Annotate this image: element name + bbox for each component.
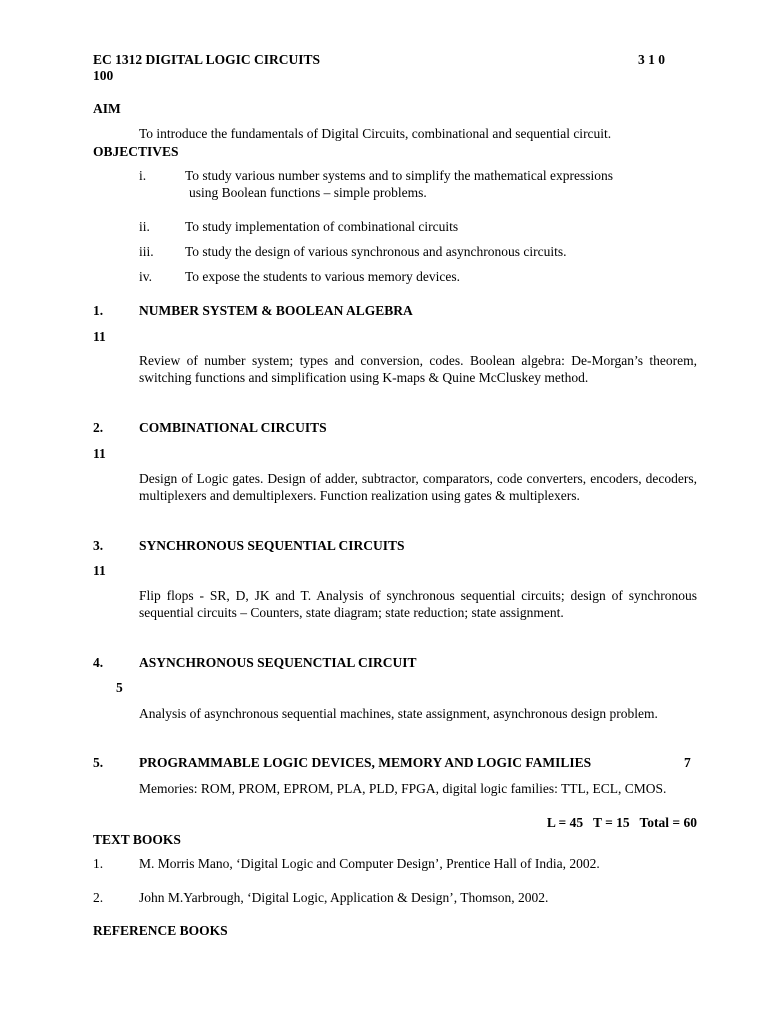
objectives-heading xyxy=(93,143,179,160)
unit-title: SYNCHRONOUS SEQUENTIAL CIRCUITS xyxy=(139,538,405,553)
objective-text: To study implementation of combinational circuits xyxy=(185,219,459,234)
unit-title: COMBINATIONAL CIRCUITS xyxy=(139,420,327,435)
unit-hours: 7 xyxy=(684,755,691,770)
book-citation: M. Morris Mano, ‘Digital Logic and Computer Design’, Prentice Hall of India, 2002. xyxy=(139,856,600,871)
unit-title: PROGRAMMABLE LOGIC DEVICES, MEMORY AND LOGIC FAMILIES xyxy=(139,755,592,770)
unit-hours: 11 xyxy=(93,563,106,578)
unit-number: 2. xyxy=(93,420,104,435)
text-books-heading: TEXT BOOKS xyxy=(93,832,181,847)
objective-text: To study various number systems and to simplify the mathematical expressions xyxy=(185,168,613,183)
unit-number: 4. xyxy=(93,655,104,670)
aim-heading: AIM xyxy=(93,101,121,116)
unit-hours: 11 xyxy=(93,329,106,344)
unit-hours: 11 xyxy=(93,446,106,461)
unit-description: Memories: ROM, PROM, EPROM, PLA, PLD, FPGA, digital logic families: TTL, ECL, CMOS. xyxy=(139,781,667,796)
objective-text: To study the design of various synchronous and asynchronous circuits. xyxy=(185,244,567,259)
hours-total: L = 45 T = 15 Total = 60 xyxy=(546,815,697,830)
unit-title: ASYNCHRONOUS SEQUENCTIAL CIRCUIT xyxy=(139,655,417,670)
objective-text: To expose the students to various memory devices. xyxy=(185,269,460,284)
unit-title: NUMBER SYSTEM & BOOLEAN ALGEBRA xyxy=(139,303,413,318)
unit-description: Analysis of asynchronous sequential machines, state assignment, asynchronous design problem. xyxy=(139,706,658,721)
course-code-title: EC 1312 DIGITAL LOGIC CIRCUITS xyxy=(93,52,321,67)
total-marks: 100 xyxy=(93,68,114,83)
unit-hours: 5 xyxy=(116,680,123,695)
objective-number: i. xyxy=(139,168,147,183)
unit-number: 1. xyxy=(93,303,104,318)
objective-number: iii. xyxy=(139,244,154,259)
book-number: 2. xyxy=(93,890,104,905)
unit-description: Flip flops - SR, D, JK and T. Analysis of synchronous sequential circuits; design of synchronous sequential circuits – Counters, state diagram; state reduction; state assignment. xyxy=(139,588,697,620)
unit-description: Review of number system; types and conversion, codes. Boolean algebra: De-Morgan’s theorem, switching functions and simplification using K-maps & Quine McCluskey method. xyxy=(139,353,697,385)
reference-books-heading: REFERENCE BOOKS xyxy=(93,923,228,938)
aim-text: To introduce the fundamentals of Digital Circuits, combinational and sequential circuit. xyxy=(139,126,612,141)
book-number: 1. xyxy=(93,856,104,871)
objective-number: iv. xyxy=(139,269,152,284)
book-citation: John M.Yarbrough, ‘Digital Logic, Application & Design’, Thomson, 2002. xyxy=(139,890,549,905)
unit-number: 5. xyxy=(93,755,104,770)
unit-description: Design of Logic gates. Design of adder, subtractor, comparators, code converters, encoders, decoders, multiplexers and demultiplexers. Function realization using gates & multiplexers. xyxy=(139,471,697,503)
objectives-heading-text: OBJECTIVES xyxy=(93,144,179,159)
unit-number: 3. xyxy=(93,538,104,553)
objective-text-continued: using Boolean functions – simple problems. xyxy=(189,185,427,200)
objective-number: ii. xyxy=(139,219,150,234)
ltp-credits: 3 1 0 xyxy=(638,52,665,67)
